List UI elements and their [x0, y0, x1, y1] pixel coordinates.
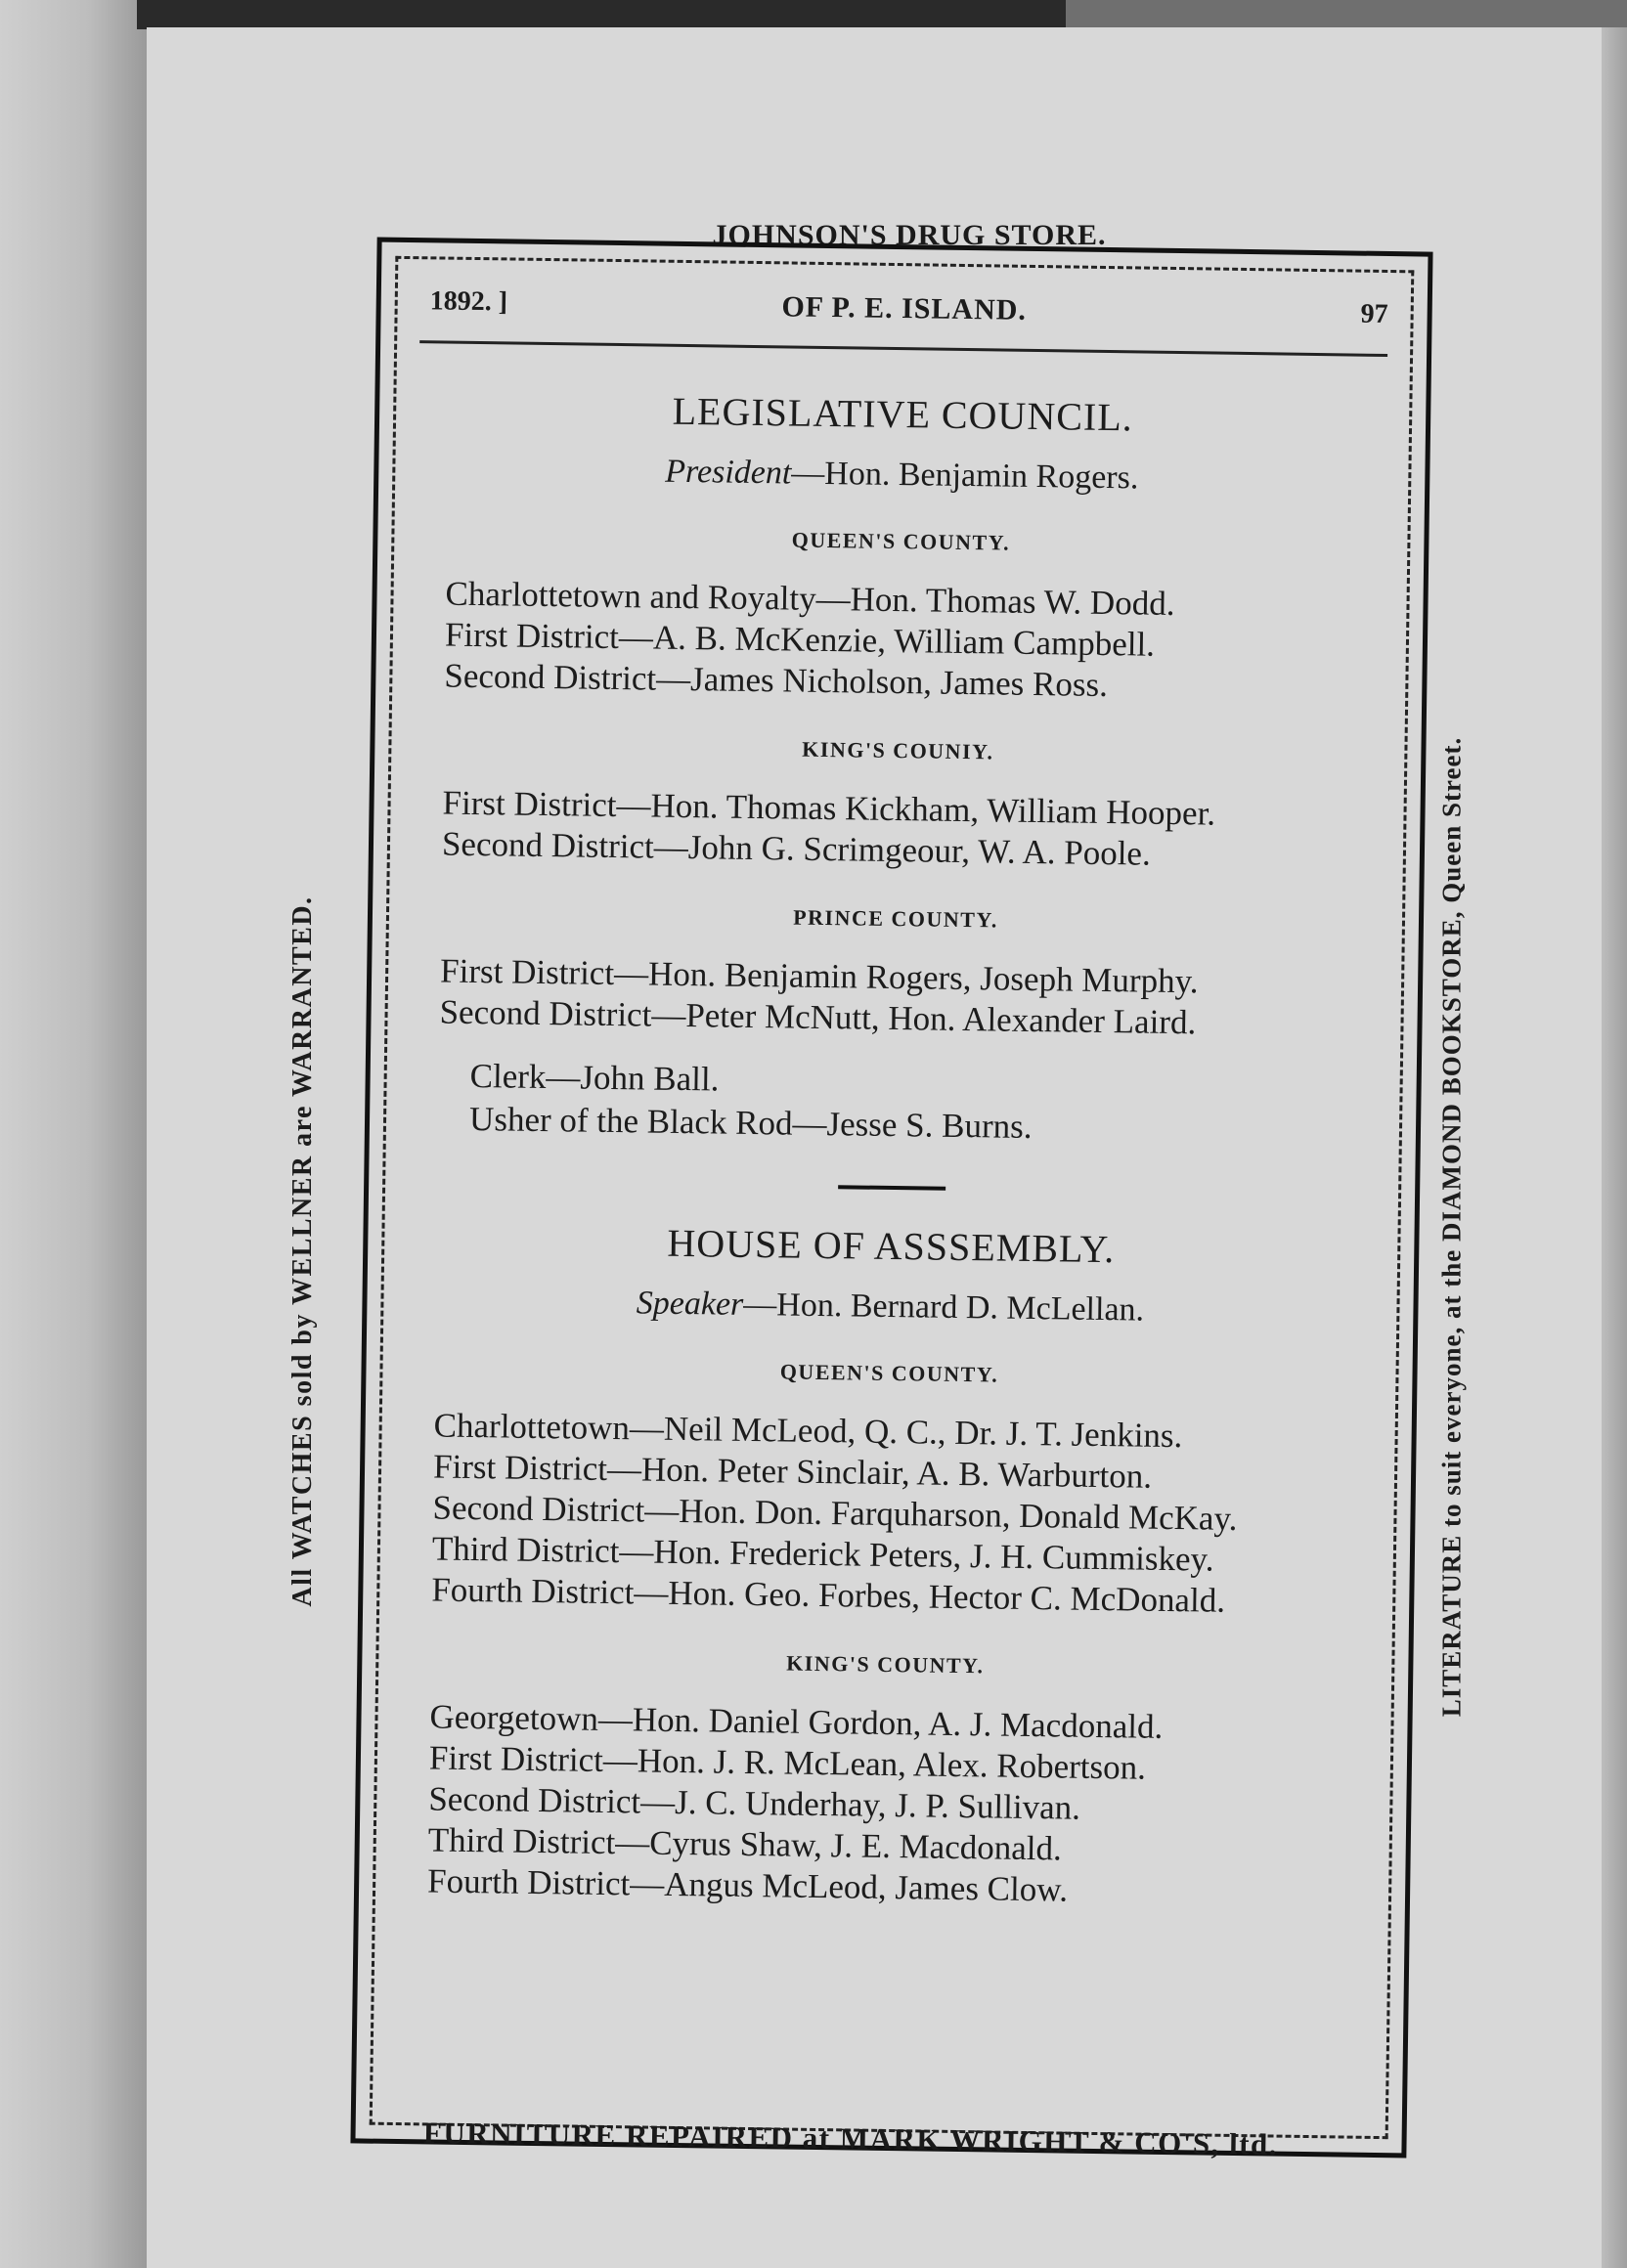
bottom-advertisement: FURNITURE REPAIRED at MARK WRIGHT & CO'S, ltd. [422, 2115, 1279, 2162]
speaker-role: Speaker [636, 1285, 744, 1323]
member-row: First District—Hon. Thomas Kickham, William Hooper. [442, 783, 1216, 833]
member-list [427, 1696, 1369, 1914]
member-row: First District—Hon. Peter Sinclair, A. B. Warburton. [432, 1447, 1153, 1496]
left-advertisement-text: All WATCHES sold by WELLNER are WARRANTED. [287, 895, 318, 1607]
page-frame [350, 238, 1432, 2159]
page-edge [1602, 27, 1627, 2268]
county-heading: QUEEN'S COUNTY. [791, 527, 1011, 555]
right-advertisement-text: LITERATURE to suit everyone, at the DIAMOND BOOKSTORE, Queen Street. [1436, 736, 1467, 1718]
header-rule [419, 340, 1387, 357]
member-row: Second District—J. C. Underhay, J. P. Sullivan. [428, 1779, 1081, 1827]
speaker-name: —Hon. Bernard D. McLellan. [743, 1286, 1145, 1329]
member-list [439, 951, 1379, 1046]
page-number: 97 [1360, 298, 1388, 329]
member-list [431, 1405, 1373, 1623]
running-title: OF P. E. ISLAND. [781, 290, 1028, 327]
president-line [418, 450, 1385, 501]
member-row: Fourth District—Angus McLeod, James Clow. [426, 1861, 1069, 1909]
scan-left-margin [0, 0, 147, 2268]
member-row: First District—Hon. J. R. McLean, Alex. Robertson. [428, 1738, 1147, 1787]
member-row: Georgetown—Hon. Daniel Gordon, A. J. Macdonald. [429, 1697, 1164, 1746]
assembly-title: HOUSE OF ASSSEMBLY. [667, 1220, 1116, 1272]
year: 1892. ] [429, 285, 508, 318]
scan-top-shadow [137, 0, 1066, 29]
county-heading: KING'S COUNIY. [802, 736, 994, 764]
member-row: Third District—Hon. Frederick Peters, J. H. Cummiskey. [431, 1529, 1214, 1579]
member-row: First District—Hon. Benjamin Rogers, Joseph Murphy. [439, 951, 1199, 1001]
member-row: Second District—John G. Scrimgeour, W. A. Poole. [441, 824, 1152, 873]
section-separator [838, 1185, 945, 1191]
page-content [395, 272, 1388, 2123]
member-row: Charlottetown and Royalty—Hon. Thomas W. Dodd. [445, 574, 1175, 623]
member-row: Third District—Cyrus Shaw, J. E. Macdonald. [427, 1820, 1063, 1868]
member-row: Charlottetown—Neil McLeod, Q. C., Dr. J. T. Jenkins. [433, 1406, 1183, 1456]
member-row: Second District—James Nicholson, James Ross. [444, 656, 1109, 705]
member-list [442, 783, 1382, 878]
president-role: President [665, 453, 792, 492]
usher: Usher of the Black Rod—Jesse S. Burns. [468, 1099, 1033, 1146]
clerk: Clerk—John Ball. [469, 1056, 720, 1099]
member-row: Second District—Hon. Don. Farquharson, Donald McKay. [432, 1488, 1238, 1538]
county-heading: KING'S COUNTY. [785, 1650, 985, 1679]
member-row: Fourth District—Hon. Geo. Forbes, Hector C. McDonald. [431, 1570, 1226, 1620]
county-heading: PRINCE COUNTY. [792, 904, 998, 933]
top-advertisement: JOHNSON'S DRUG STORE. [712, 219, 1107, 251]
president-name: —Hon. Benjamin Rogers. [791, 455, 1139, 497]
council-officers [469, 1055, 1378, 1154]
county-heading: QUEEN'S COUNTY. [779, 1359, 999, 1387]
member-row: Second District—Peter McNutt, Hon. Alexander Laird. [439, 992, 1197, 1042]
speaker-line [406, 1282, 1374, 1332]
member-list [444, 574, 1385, 710]
council-title: LEGISLATIVE COUNCIL. [672, 388, 1134, 440]
member-row: First District—A. B. McKenzie, William Campbell. [444, 615, 1156, 664]
